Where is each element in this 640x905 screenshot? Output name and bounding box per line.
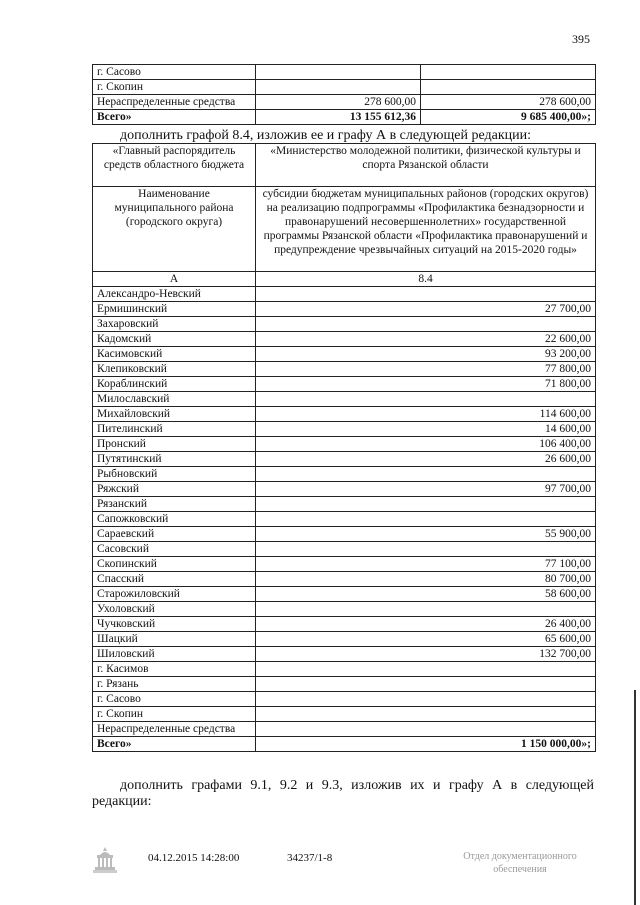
district-row: [93, 377, 596, 392]
district-name-cell: Сараевский: [93, 527, 256, 542]
subsidy-value-cell: 114 600,00: [256, 407, 596, 422]
district-name-cell: Милославский: [93, 392, 256, 407]
subsidy-value-cell: 58 600,00: [256, 587, 596, 602]
footer-department-line1: Отдел документационного: [463, 851, 577, 862]
subsidy-value-cell: 27 700,00: [256, 302, 596, 317]
district-name-cell: г. Скопин: [93, 707, 256, 722]
district-name-cell: г. Сасово: [93, 692, 256, 707]
subsidy-value-cell: 77 800,00: [256, 362, 596, 377]
district-row: [93, 617, 596, 632]
district-row: [93, 602, 596, 617]
district-name-cell: Шацкий: [93, 632, 256, 647]
table1-value-cell: 9 685 400,00»;: [421, 110, 596, 125]
subsidy-value-cell: [256, 497, 596, 512]
subsidy-value-cell: [256, 707, 596, 722]
subsidy-value-cell: [256, 287, 596, 302]
subsidy-value-cell: 55 900,00: [256, 527, 596, 542]
table1-row: [93, 65, 596, 80]
total-row: [93, 737, 596, 752]
table1-value-cell: [256, 80, 421, 95]
district-name-cell: Михайловский: [93, 407, 256, 422]
footer-datetime: 04.12.2015 14:28:00: [148, 852, 240, 864]
page-number: 395: [572, 32, 590, 46]
district-row: [93, 392, 596, 407]
district-name-cell: Ермишинский: [93, 302, 256, 317]
table1-value-cell: [256, 65, 421, 80]
district-row: [93, 542, 596, 557]
district-name-cell: Касимовский: [93, 347, 256, 362]
district-name-cell: г. Рязань: [93, 677, 256, 692]
district-name-cell: Нераспределенные средства: [93, 722, 256, 737]
scan-edge-bar: [634, 690, 636, 905]
instruction2-line1: дополнить графами 9.1, 9.2 и 9.3, изложив их и графу А в следующей: [120, 778, 594, 793]
table1-value-cell: [421, 65, 596, 80]
footer-doc-number: 34237/1-8: [287, 852, 333, 864]
district-row: [93, 482, 596, 497]
subsidy-value-cell: [256, 662, 596, 677]
district-name-cell: Сапожковский: [93, 512, 256, 527]
district-name-cell: Сасовский: [93, 542, 256, 557]
total-label-cell: Всего»: [93, 737, 256, 752]
district-name-cell: Чучковский: [93, 617, 256, 632]
district-name-cell: Кораблинский: [93, 377, 256, 392]
district-name-cell: Скопинский: [93, 557, 256, 572]
table1-name-cell: г. Сасово: [93, 65, 256, 80]
subsidy-value-cell: [256, 392, 596, 407]
district-row: [93, 362, 596, 377]
subsidy-value-cell: [256, 692, 596, 707]
district-row: [93, 662, 596, 677]
district-row: [93, 422, 596, 437]
district-name-cell: Шиловский: [93, 647, 256, 662]
district-row: [93, 572, 596, 587]
header-subsidy-description: субсидии бюджетам муниципальных районов (городских округов) на реализацию подпрограммы «Профилактика безнадзорности и правонарушений несовершеннолетних» государственной программы Рязанской области «Профилактика правонарушений и предупреждение чрезвычайных ситуаций на 2015-2020 годы»: [256, 187, 596, 272]
district-row: [93, 527, 596, 542]
subsidy-table-8-4: [92, 143, 596, 752]
district-row: [93, 347, 596, 362]
table1-value-cell: 13 155 612,36: [256, 110, 421, 125]
subsidy-value-cell: 97 700,00: [256, 482, 596, 497]
subsidy-value-cell: [256, 467, 596, 482]
subsidy-value-cell: [256, 602, 596, 617]
duma-building-icon: [92, 845, 118, 875]
instruction-paragraph-1: дополнить графой 8.4, изложив ее и графу А в следующей редакции:: [120, 128, 532, 143]
district-row: [93, 437, 596, 452]
district-name-cell: Кадомский: [93, 332, 256, 347]
district-row: [93, 452, 596, 467]
header-district-label: Наименование муниципального района (городского округа): [93, 187, 256, 272]
subsidy-value-cell: [256, 542, 596, 557]
table1-name-cell: г. Скопин: [93, 80, 256, 95]
subsidy-value-cell: [256, 677, 596, 692]
subsidy-value-cell: [256, 722, 596, 737]
district-row: [93, 302, 596, 317]
budget-table-continuation: [92, 64, 596, 125]
subsidy-value-cell: 71 800,00: [256, 377, 596, 392]
district-row: [93, 557, 596, 572]
table1-name-cell: Нераспределенные средства: [93, 95, 256, 110]
footer-department: [445, 850, 595, 876]
subsidy-value-cell: 93 200,00: [256, 347, 596, 362]
instruction-paragraph-2: [92, 778, 594, 810]
district-row: [93, 317, 596, 332]
district-row: [93, 692, 596, 707]
district-name-cell: Захаровский: [93, 317, 256, 332]
district-row: [93, 587, 596, 602]
column-index-row: [93, 272, 596, 287]
header-row-distributor: [93, 144, 596, 187]
subsidy-value-cell: [256, 317, 596, 332]
table1-value-cell: 278 600,00: [421, 95, 596, 110]
district-name-cell: Рязанский: [93, 497, 256, 512]
column-index-8-4: 8.4: [256, 272, 596, 287]
table1-value-cell: [421, 80, 596, 95]
district-row: [93, 467, 596, 482]
district-row: [93, 407, 596, 422]
header-distributor-label: «Главный распорядитель средств областного бюджета: [93, 144, 256, 187]
district-name-cell: Рыбновский: [93, 467, 256, 482]
table1-name-cell: Всего»: [93, 110, 256, 125]
subsidy-value-cell: 65 600,00: [256, 632, 596, 647]
district-name-cell: г. Касимов: [93, 662, 256, 677]
table1-row: [93, 80, 596, 95]
district-row: [93, 647, 596, 662]
table1-row: [93, 95, 596, 110]
table1-value-cell: 278 600,00: [256, 95, 421, 110]
district-name-cell: Старожиловский: [93, 587, 256, 602]
district-name-cell: Пронский: [93, 437, 256, 452]
subsidy-value-cell: 14 600,00: [256, 422, 596, 437]
column-index-a: А: [93, 272, 256, 287]
district-row: [93, 632, 596, 647]
instruction2-line2: редакции:: [92, 794, 152, 809]
district-name-cell: Клепиковский: [93, 362, 256, 377]
district-name-cell: Ряжский: [93, 482, 256, 497]
subsidy-value-cell: 22 600,00: [256, 332, 596, 347]
subsidy-value-cell: 132 700,00: [256, 647, 596, 662]
header-row-description: [93, 187, 596, 272]
district-row: [93, 287, 596, 302]
total-value-cell: 1 150 000,00»;: [256, 737, 596, 752]
district-row: [93, 707, 596, 722]
subsidy-value-cell: [256, 512, 596, 527]
district-row: [93, 332, 596, 347]
district-name-cell: Александро-Невский: [93, 287, 256, 302]
subsidy-value-cell: 106 400,00: [256, 437, 596, 452]
subsidy-value-cell: 26 600,00: [256, 452, 596, 467]
district-name-cell: Пителинский: [93, 422, 256, 437]
header-ministry-name: «Министерство молодежной политики, физической культуры и спорта Рязанской области: [256, 144, 596, 187]
district-name-cell: Путятинский: [93, 452, 256, 467]
footer-department-line2: обеспечения: [493, 864, 547, 875]
district-name-cell: Спасский: [93, 572, 256, 587]
district-row: [93, 722, 596, 737]
district-row: [93, 512, 596, 527]
district-name-cell: Ухоловский: [93, 602, 256, 617]
district-row: [93, 497, 596, 512]
subsidy-value-cell: 80 700,00: [256, 572, 596, 587]
table1-row: [93, 110, 596, 125]
district-row: [93, 677, 596, 692]
subsidy-value-cell: 77 100,00: [256, 557, 596, 572]
subsidy-value-cell: 26 400,00: [256, 617, 596, 632]
